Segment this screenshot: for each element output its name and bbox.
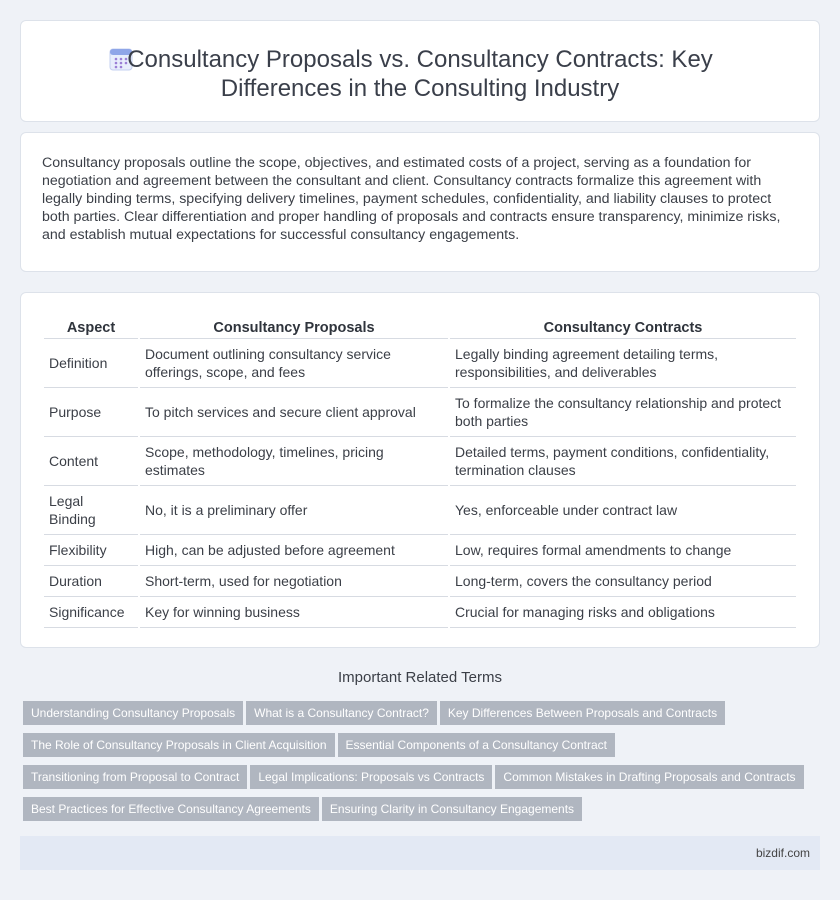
cell-proposals: Short-term, used for negotiation: [140, 566, 448, 597]
related-term-tag[interactable]: Key Differences Between Proposals and Contracts: [440, 701, 725, 725]
related-term-tag[interactable]: Essential Components of a Consultancy Contract: [338, 733, 615, 757]
title-line-2: Differences in the Consulting Industry: [220, 75, 620, 102]
cell-proposals: Document outlining consultancy service offerings, scope, and fees: [140, 339, 448, 388]
related-term-tag[interactable]: The Role of Consultancy Proposals in Client Acquisition: [23, 733, 335, 757]
table-row: [44, 597, 796, 628]
cell-contracts: Yes, enforceable under contract law: [450, 486, 796, 535]
related-term-tag[interactable]: Understanding Consultancy Proposals: [23, 701, 243, 725]
comparison-card: [20, 292, 820, 648]
cell-aspect: Legal Binding: [44, 486, 138, 535]
cell-contracts: Low, requires formal amendments to change: [450, 535, 796, 566]
cell-proposals: To pitch services and secure client approval: [140, 388, 448, 437]
related-term-tag[interactable]: Legal Implications: Proposals vs Contracts: [250, 765, 492, 789]
cell-aspect: Content: [44, 437, 138, 486]
page-title: [21, 45, 819, 103]
cell-contracts: Long-term, covers the consultancy period: [450, 566, 796, 597]
header-aspect: Aspect: [44, 315, 138, 339]
cell-proposals: No, it is a preliminary offer: [140, 486, 448, 535]
related-term-tag[interactable]: Best Practices for Effective Consultancy Agreements: [23, 797, 319, 821]
table-row: [44, 486, 796, 535]
cell-aspect: Definition: [44, 339, 138, 388]
related-terms-list: [23, 701, 823, 829]
cell-contracts: Detailed terms, payment conditions, confidentiality, termination clauses: [450, 437, 796, 486]
cell-contracts: Legally binding agreement detailing terms, responsibilities, and deliverables: [450, 339, 796, 388]
related-term-tag[interactable]: Transitioning from Proposal to Contract: [23, 765, 247, 789]
table-row: [44, 339, 796, 388]
cell-aspect: Flexibility: [44, 535, 138, 566]
related-term-tag[interactable]: Ensuring Clarity in Consultancy Engagements: [322, 797, 582, 821]
cell-aspect: Purpose: [44, 388, 138, 437]
related-term-tag[interactable]: What is a Consultancy Contract?: [246, 701, 437, 725]
table-row: [44, 388, 796, 437]
table-row: [44, 437, 796, 486]
header-proposals: Consultancy Proposals: [140, 315, 448, 339]
table-row: [44, 535, 796, 566]
cell-contracts: To formalize the consultancy relationship and protect both parties: [450, 388, 796, 437]
cell-contracts: Crucial for managing risks and obligations: [450, 597, 796, 628]
header-card: [20, 20, 820, 122]
intro-card: [20, 132, 820, 272]
related-terms-title: Important Related Terms: [338, 669, 502, 686]
cell-aspect: Duration: [44, 566, 138, 597]
cell-proposals: Key for winning business: [140, 597, 448, 628]
site-link[interactable]: bizdif.com: [755, 846, 810, 860]
comparison-table: [42, 315, 798, 628]
table-row: [44, 566, 796, 597]
header-contracts: Consultancy Contracts: [450, 315, 796, 339]
cell-aspect: Significance: [44, 597, 138, 628]
cell-proposals: High, can be adjusted before agreement: [140, 535, 448, 566]
table-header-row: [44, 315, 796, 339]
cell-proposals: Scope, methodology, timelines, pricing estimates: [140, 437, 448, 486]
title-line-1: Consultancy Proposals vs. Consultancy Contracts: Key: [127, 46, 713, 73]
footer: [20, 836, 820, 870]
intro-paragraph: Consultancy proposals outline the scope, objectives, and estimated costs of a project, serving as a foundation for negotiation and agreement between the consultant and client. Consultancy contracts formalize this agreement with legally binding terms, specifying delivery timelines, payment schedules, confidentiality, and liability clauses to protect both parties. Clear differentiation and proper handling of proposals and contracts ensure transparency, minimize risks, and establish mutual expectations for successful consultancy engagements.: [42, 155, 781, 243]
related-term-tag[interactable]: Common Mistakes in Drafting Proposals and Contracts: [495, 765, 803, 789]
